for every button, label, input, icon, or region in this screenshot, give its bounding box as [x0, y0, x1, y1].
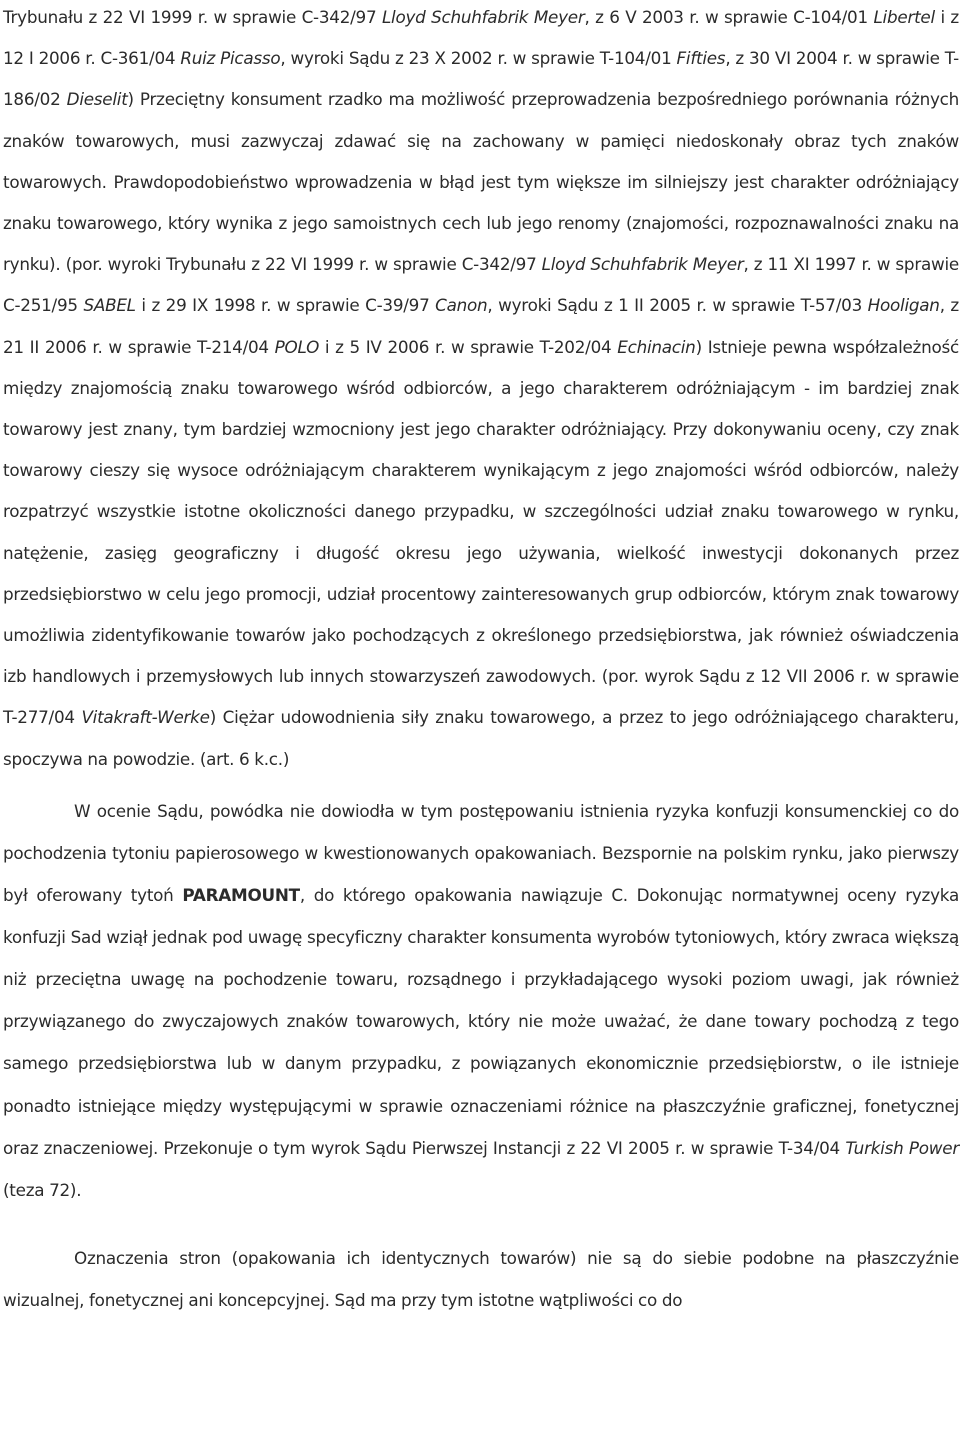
- paragraph-2: [3, 790, 959, 1211]
- text-run: i z 5 IV 2006 r. w sprawie T-202/04: [319, 336, 618, 357]
- case-name: Lloyd Schuhfabrik Meyer: [541, 254, 744, 275]
- case-name: Fifties: [676, 48, 726, 69]
- case-name: Echinacin: [617, 336, 696, 357]
- text-run: , do którego opakowania nawiązuje C. Dokonując normatywnej oceny ryzyka konfuzji Sad wziął jednak pod uwagę specyficzny charakter konsumenta wyrobów tytoniowych, który zwraca większą niż przeciętna uwagę na pochodzenie towaru, rozsądnego i przykładającego wysoki poziom uwagi, jak również przywiązanego do zwyczajowych znaków towarowych, który nie może uważać, że dane towary pochodzą z tego samego przedsiębiorstwa lub w danym przypadku, z powiązanych ekonomicznie przedsiębiorstw, o ile istnieje ponadto istniejące między występującymi w sprawie oznaczeniami różnice na płaszczyźnie graficznej, fonetycznej oraz znaczeniowej. Przekonuje o tym wyrok Sądu Pierwszej Instancji z 22 VI 2005 r. w sprawie T-34/04: [3, 885, 959, 1158]
- case-name: Libertel: [873, 7, 935, 27]
- text-run: , wyroki Sądu z 23 X 2002 r. w sprawie T-104/01: [280, 48, 677, 69]
- text-run: Oznaczenia stron (opakowania ich identycznych towarów) nie są do siebie podobne na płaszczyźnie wizualnej, fonetycznej ani koncepcyjnej. Sąd ma przy tym istotne wątpliwości co do: [3, 1247, 959, 1310]
- text-run: ) Przeciętny konsument rzadko ma możliwość przeprowadzenia bezpośredniego porównania różnych znaków towarowych, musi zazwyczaj zdawać się na zachowany w pamięci niedoskonały obraz tych znaków towarowych. Prawdopodobieństwo wprowadzenia w błąd jest tym większe im silniejszy jest charakter odróżniający znaku towarowego, który wynika z jego samoistnych cech lub jego renomy (znajomości, rozpoznawalności znaku na rynku). (por. wyroki Trybunału z 22 VI 1999 r. w sprawie C-342/97: [3, 89, 959, 275]
- case-name: Turkish Power: [845, 1137, 959, 1158]
- text-run: , wyroki Sądu z 1 II 2005 r. w sprawie T-57/03: [487, 295, 868, 316]
- case-name: Ruiz Picasso: [180, 48, 281, 69]
- text-run: i z 12 I 2006 r. C-361/04: [3, 7, 959, 69]
- case-name: POLO: [274, 336, 320, 357]
- case-name: SABEL: [83, 295, 136, 316]
- case-name: Hooligan: [867, 295, 940, 316]
- text-run: (teza 72).: [3, 1179, 82, 1200]
- case-name: Vitakraft-Werke: [81, 707, 210, 728]
- text-run: ) Ciężar udowodnienia siły znaku towarowego, a przez to jego odróżniającego charakteru, spoczywa na powodzie. (art. 6 k.c.): [3, 707, 959, 769]
- case-name: Lloyd Schuhfabrik Meyer: [381, 7, 585, 27]
- paragraph-1: [3, 0, 959, 780]
- document-page: [3, 0, 959, 1321]
- case-name: Canon: [435, 295, 488, 316]
- text-run: , z 6 V 2003 r. w sprawie C-104/01: [584, 7, 874, 27]
- brand-name: PARAMOUNT: [182, 885, 300, 906]
- case-name: Dieselit: [66, 89, 128, 110]
- text-run: , z 21 II 2006 r. w sprawie T-214/04: [3, 295, 959, 357]
- text-run: i z 29 IX 1998 r. w sprawie C-39/97: [135, 295, 436, 316]
- paragraph-3: [3, 1237, 959, 1321]
- text-run: Trybunału z 22 VI 1999 r. w sprawie C-342/97: [3, 7, 382, 27]
- text-run: W ocenie Sądu, powódka nie dowiodła w tym postępowaniu istnienia ryzyka konfuzji konsumenckiej co do pochodzenia tytoniu papierosowego w kwestionowanych opakowaniach. Bezspornie na polskim rynku, jako pierwszy był oferowany tytoń: [3, 800, 959, 906]
- text-run: ) Istnieje pewna współzależność między znajomością znaku towarowego wśród odbiorców, a jego charakterem odróżniającym - im bardziej znak towarowy jest znany, tym bardziej wzmocniony jest jego charakter odróżniający. Przy dokonywaniu oceny, czy znak towarowy cieszy się wysoce odróżniającym charakterem wynikającym z jego znajomości wśród odbiorców, należy rozpatrzyć wszystkie istotne okoliczności danego przypadku, w szczególności udział znaku towarowego w rynku, natężenie, zasięg geograficzny i długość okresu jego używania, wielkość inwestycji dokonanych przez przedsiębiorstwo w celu jego promocji, udział procentowy zainteresowanych grup odbiorców, którym znak towarowy umożliwia zidentyfikowanie towarów jako pochodzących z określonego przedsiębiorstwa, jak również oświadczenia izb handlowych i przemysłowych lub innych stowarzyszeń zawodowych. (por. wyrok Sądu z 12 VII 2006 r. w sprawie T-277/04: [3, 336, 959, 728]
- text-run: , z 11 XI 1997 r. w sprawie C-251/95: [3, 254, 959, 316]
- text-run: , z 30 VI 2004 r. w sprawie T-186/02: [3, 48, 959, 110]
